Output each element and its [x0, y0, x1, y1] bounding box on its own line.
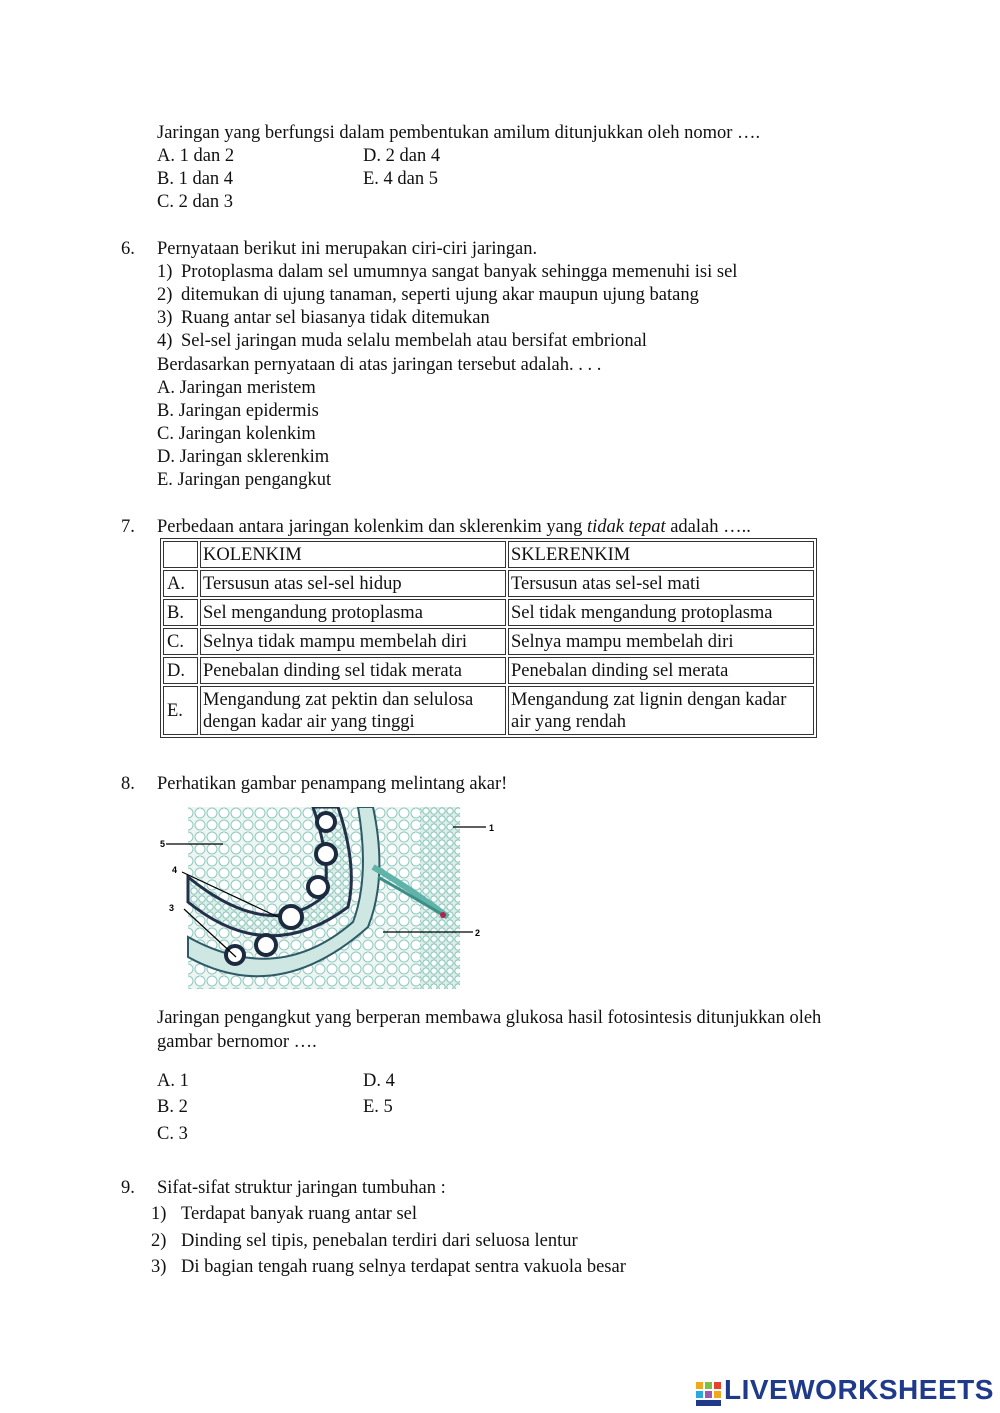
kolenkim-line: Mengandung zat pektin dan selulosa	[203, 690, 474, 710]
q6-statement-number: 4)	[157, 331, 173, 351]
table-header-row	[163, 541, 814, 568]
table-header-cell	[163, 541, 198, 568]
table-header-kolenkim: KOLENKIM	[200, 541, 506, 568]
kolenkim-cell: Penebalan dinding sel tidak merata	[200, 657, 506, 684]
root-cross-section-image	[158, 807, 508, 989]
q9-statement-text: Terdapat banyak ruang antar sel	[181, 1204, 418, 1224]
table-row	[163, 686, 814, 735]
q6-statement-number: 1)	[157, 262, 173, 282]
q5-option-c[interactable]: C. 2 dan 3	[157, 192, 234, 212]
q9-statement-text: Di bagian tengah ruang selnya terdapat sentra vakuola besar	[181, 1257, 626, 1277]
row-label: C.	[163, 628, 198, 655]
q7-stem-italic: tidak tepat	[586, 517, 666, 537]
q6-option-e[interactable]: E. Jaringan pengangkut	[157, 470, 332, 490]
row-label: B.	[163, 599, 198, 626]
q6-option-b[interactable]: B. Jaringan epidermis	[157, 401, 319, 421]
q6-number: 6.	[121, 239, 135, 259]
q8-option-b[interactable]: B. 2	[157, 1097, 188, 1117]
figure-label-1: 1	[489, 823, 495, 833]
row-label: E.	[163, 686, 198, 735]
q8-stem: Perhatikan gambar penampang melintang akar!	[157, 774, 508, 794]
q6-statement-text: Ruang antar sel biasanya tidak ditemukan	[181, 308, 490, 328]
q7-stem-after: adalah …..	[665, 517, 751, 537]
q9-statement-text: Dinding sel tipis, penebalan terdiri dari seluosa lentur	[181, 1231, 578, 1251]
q6-statement-text: Sel-sel jaringan muda selalu membelah atau bersifat embrional	[181, 331, 647, 351]
comparison-table	[160, 538, 817, 738]
table-row	[163, 628, 814, 655]
q5-stem: Jaringan yang berfungsi dalam pembentukan amilum ditunjukkan oleh nomor ….	[157, 123, 761, 143]
figure-label-4: 4	[172, 865, 178, 875]
kolenkim-cell	[200, 686, 506, 735]
q7-stem-before: Perbedaan antara jaringan kolenkim dan sklerenkim yang	[157, 517, 587, 537]
kolenkim-cell: Selnya tidak mampu membelah diri	[200, 628, 506, 655]
liveworksheets-logo-icon	[696, 1380, 722, 1408]
q6-prompt: Berdasarkan pernyataan di atas jaringan tersebut adalah. . . .	[157, 355, 602, 375]
q6-stem: Pernyataan berikut ini merupakan ciri-ciri jaringan.	[157, 239, 538, 259]
q5-option-b[interactable]: B. 1 dan 4	[157, 169, 234, 189]
q6-statement-text: ditemukan di ujung tanaman, seperti ujung akar maupun ujung batang	[181, 285, 699, 305]
q8-question-line1: Jaringan pengangkut yang berperan membawa glukosa hasil fotosintesis ditunjukkan oleh	[157, 1008, 822, 1028]
q9-statement-number: 1)	[151, 1204, 167, 1224]
q5-option-a[interactable]: A. 1 dan 2	[157, 146, 235, 166]
q6-option-c[interactable]: C. Jaringan kolenkim	[157, 424, 316, 444]
kolenkim-line: dengan kadar air yang tinggi	[203, 712, 415, 732]
row-label: A.	[163, 570, 198, 597]
kolenkim-cell: Sel mengandung protoplasma	[200, 599, 506, 626]
q9-stem: Sifat-sifat struktur jaringan tumbuhan :	[157, 1178, 446, 1198]
table-header-sklerenkim: SKLERENKIM	[508, 541, 814, 568]
q8-option-a[interactable]: A. 1	[157, 1071, 189, 1091]
q8-option-d[interactable]: D. 4	[363, 1071, 395, 1091]
q5-option-e[interactable]: E. 4 dan 5	[363, 169, 439, 189]
q8-option-c[interactable]: C. 3	[157, 1124, 188, 1144]
figure-label-5: 5	[160, 839, 166, 849]
sklerenkim-cell: Selnya mampu membelah diri	[508, 628, 814, 655]
q8-option-e[interactable]: E. 5	[363, 1097, 393, 1117]
q7-stem	[157, 516, 751, 539]
q6-statement-number: 3)	[157, 308, 173, 328]
sklerenkim-line: air yang rendah	[511, 712, 627, 732]
q6-statement-number: 2)	[157, 285, 173, 305]
q9-statement-number: 3)	[151, 1257, 167, 1277]
figure-label-2: 2	[475, 928, 481, 938]
q9-statement-number: 2)	[151, 1231, 167, 1251]
sklerenkim-cell: Tersusun atas sel-sel mati	[508, 570, 814, 597]
q6-option-d[interactable]: D. Jaringan sklerenkim	[157, 447, 330, 467]
kolenkim-cell: Tersusun atas sel-sel hidup	[200, 570, 506, 597]
table-row	[163, 657, 814, 684]
q7-number: 7.	[121, 517, 135, 537]
q8-question-line2: gambar bernomor ….	[157, 1032, 317, 1052]
sklerenkim-line: Mengandung zat lignin dengan kadar	[511, 690, 787, 710]
liveworksheets-brand[interactable]: LIVEWORKSHEETS	[724, 1374, 994, 1405]
q6-statement-text: Protoplasma dalam sel umumnya sangat banyak sehingga memenuhi isi sel	[181, 262, 738, 282]
sklerenkim-cell: Sel tidak mengandung protoplasma	[508, 599, 814, 626]
row-label: D.	[163, 657, 198, 684]
q6-option-a[interactable]: A. Jaringan meristem	[157, 378, 316, 398]
sklerenkim-cell	[508, 686, 814, 735]
figure-label-3: 3	[169, 903, 175, 913]
q8-number: 8.	[121, 774, 135, 794]
sklerenkim-cell: Penebalan dinding sel merata	[508, 657, 814, 684]
table-row	[163, 570, 814, 597]
q5-option-d[interactable]: D. 2 dan 4	[363, 146, 441, 166]
table-row	[163, 599, 814, 626]
q9-number: 9.	[121, 1178, 135, 1198]
